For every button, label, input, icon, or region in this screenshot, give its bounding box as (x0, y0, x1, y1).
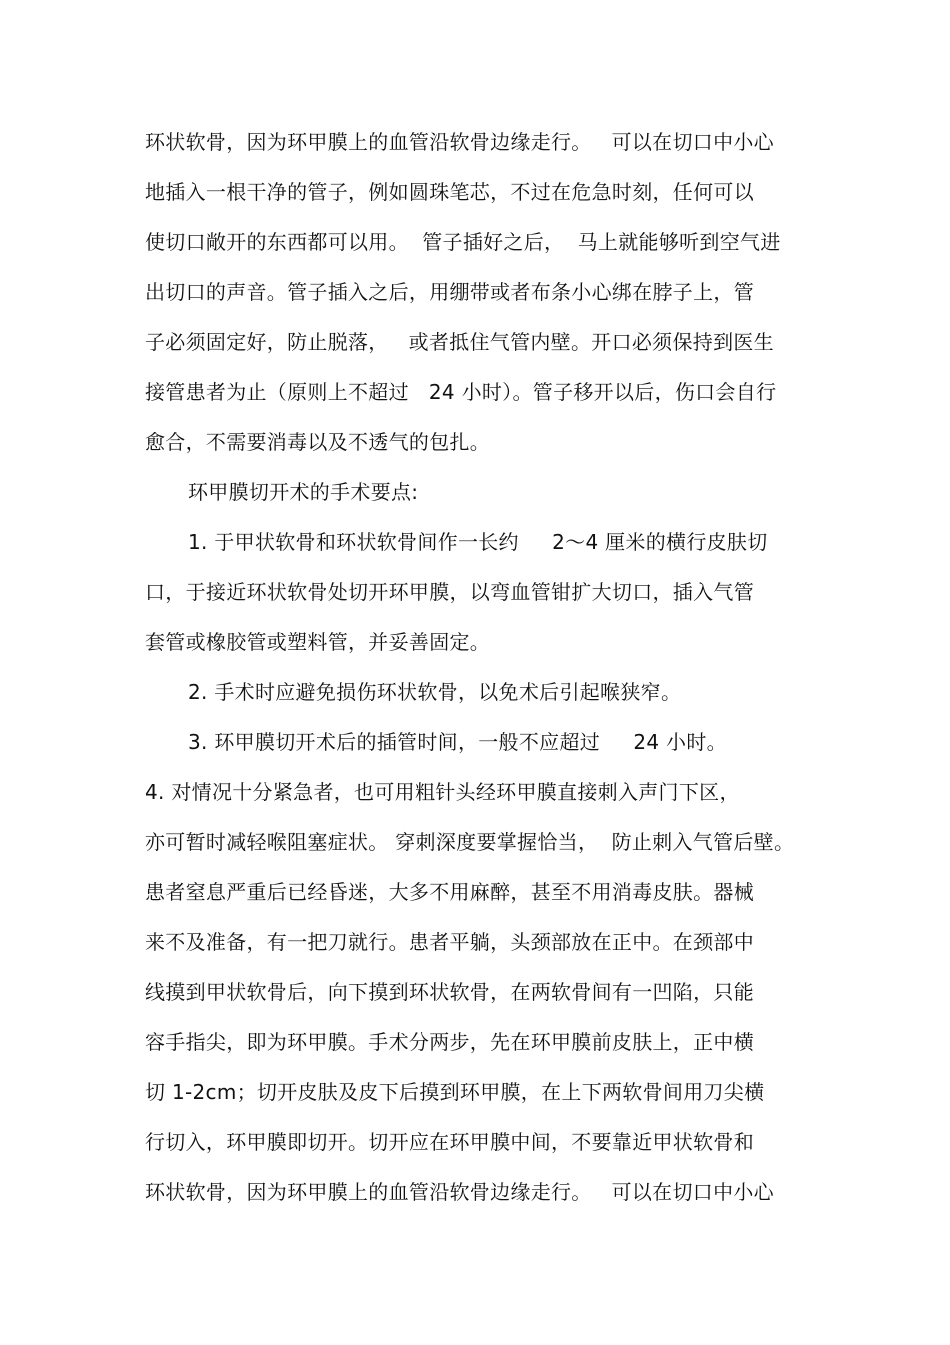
list-item-2: 2. 手术时应避免损伤环状软骨，以免术后引起喉狭窄。 (188, 680, 682, 704)
text-line: 行切入，环甲膜即切开。切开应在环甲膜中间，不要靠近甲状软骨和 (145, 1130, 754, 1154)
section-heading: 环甲膜切开术的手术要点: (188, 480, 419, 504)
text-line: 亦可暂时减轻喉阻塞症状。 穿刺深度要掌握恰当， 防止刺入气管后壁。 (145, 830, 795, 854)
text-line: 使切口敞开的东西都可以用。 管子插好之后， 马上就能够听到空气进 (145, 230, 781, 254)
text-line: 来不及准备，有一把刀就行。患者平躺，头颈部放在正中。在颈部中 (145, 930, 754, 954)
text-line: 患者窒息严重后已经昏迷，大多不用麻醉，甚至不用消毒皮肤。器械 (145, 880, 754, 904)
text-line: 套管或橡胶管或塑料管，并妥善固定。 (145, 630, 491, 654)
list-item-4: 4. 对情况十分紧急者，也可用粗针头经环甲膜直接刺入声门下区， (145, 780, 740, 804)
text-line: 容手指尖，即为环甲膜。手术分两步，先在环甲膜前皮肤上，正中横 (145, 1030, 754, 1054)
text-line: 环状软骨，因为环甲膜上的血管沿软骨边缘走行。 可以在切口中小心 (145, 1180, 774, 1204)
text-line: 线摸到甲状软骨后，向下摸到环状软骨，在两软骨间有一凹陷，只能 (145, 980, 754, 1004)
list-item-1: 1. 于甲状软骨和环状软骨间作一长约 2～4 厘米的横行皮肤切 (188, 530, 768, 554)
text-line: 接管患者为止（原则上不超过 24 小时）。管子移开以后，伤口会自行 (145, 380, 777, 404)
text-line: 切 1-2cm；切开皮肤及皮下后摸到环甲膜，在上下两软骨间用刀尖横 (145, 1080, 765, 1104)
text-line: 地插入一根干净的管子，例如圆珠笔芯，不过在危急时刻，任何可以 (145, 180, 754, 204)
list-item-3: 3. 环甲膜切开术后的插管时间，一般不应超过 24 小时。 (188, 730, 727, 754)
text-line: 口，于接近环状软骨处切开环甲膜，以弯血管钳扩大切口，插入气管 (145, 580, 754, 604)
text-line: 环状软骨，因为环甲膜上的血管沿软骨边缘走行。 可以在切口中小心 (145, 130, 774, 154)
text-line: 子必须固定好，防止脱落， 或者抵住气管内壁。开口必须保持到医生 (145, 330, 774, 354)
text-line: 出切口的声音。管子插入之后，用绷带或者布条小心绑在脖子上，管 (145, 280, 754, 304)
text-line: 愈合，不需要消毒以及不透气的包扎。 (145, 430, 491, 454)
